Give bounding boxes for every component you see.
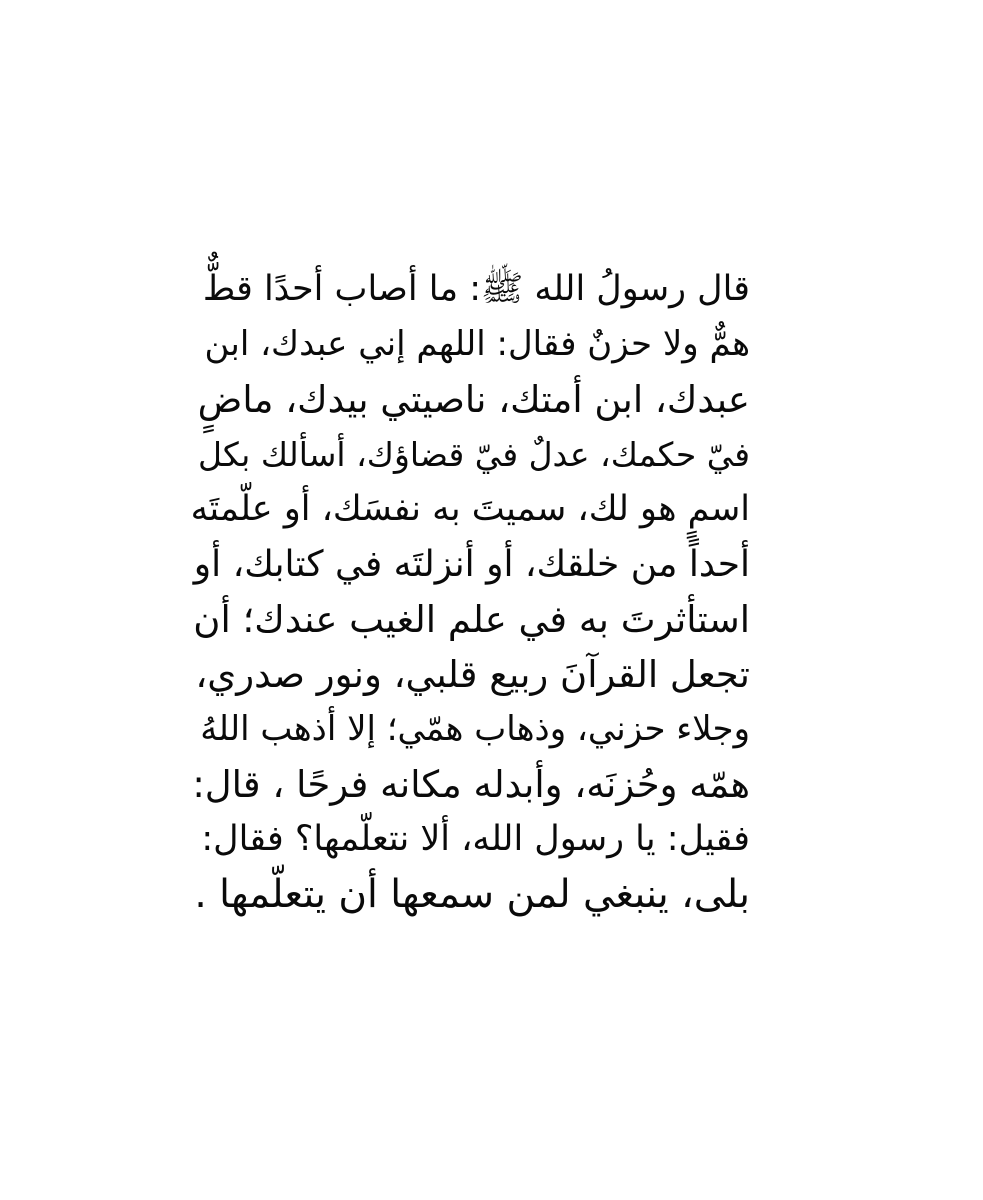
hadith-line-4: فيّ حكمك، عدلٌ فيّ قضاؤك، أسألك بكل — [197, 435, 750, 474]
hadith-line-10: همّه وحُزنَه، وأبدله مكانه فرحًا ، قال: — [192, 763, 750, 806]
hadith-line-5: اسمٍ هو لك، سميتَ به نفسَك، أو علّمتَه — [190, 489, 750, 529]
hadith-line-7: استأثرتَ به في علم الغيب عندك؛ أن — [193, 598, 750, 641]
hadith-line-2: همٌّ ولا حزنٌ فقال: اللهم إني عبدك، ابن — [204, 324, 750, 364]
hadith-line-12: بلى، ينبغي لمن سمعها أن يتعلّمها . — [194, 872, 750, 917]
hadith-line-3: عبدك، ابن أمتك، ناصيتي بيدك، ماضٍ — [197, 378, 750, 421]
hadith-line-9: وجلاء حزني، وذهاب همّي؛ إلا أذهب اللهُ — [200, 709, 750, 749]
hadith-line-1: قال رسولُ الله ﷺ: ما أصاب أحدًا قطٌّ — [202, 269, 750, 309]
hadith-line-8: تجعل القرآنَ ربيع قلبي، ونور صدري، — [195, 653, 750, 696]
hadith-line-6: أحداً من خلقك، أو أنزلتَه في كتابك، أو — [193, 544, 750, 585]
hadith-line-11: فقيل: يا رسول الله، ألا نتعلّمها؟ فقال: — [201, 819, 750, 859]
hadith-text-block — [190, 262, 750, 922]
